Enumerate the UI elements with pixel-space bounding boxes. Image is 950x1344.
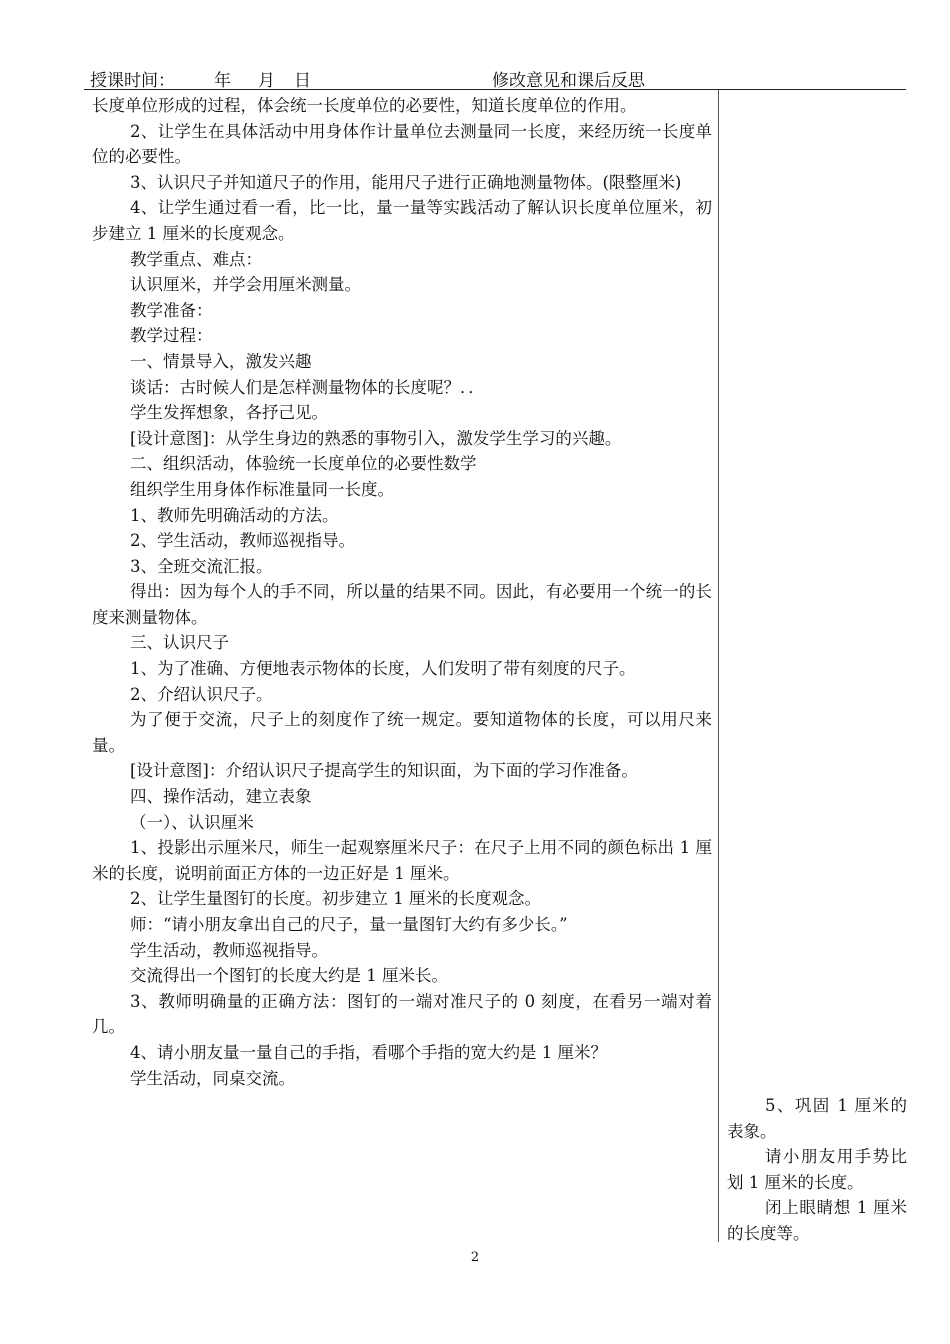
teaching-time-label: 授课时间： xyxy=(90,71,175,91)
body-paragraph: 2、学生活动，教师巡视指导。 xyxy=(130,531,355,551)
body-paragraph: 4、让学生通过看一看，比一比，量一量等实践活动了解认识长度单位厘米，初步建立 1 厘米的长度观念。 xyxy=(92,198,712,243)
body-paragraph: （一）、认识厘米 xyxy=(130,812,254,832)
body-paragraph: 为了便于交流，尺子上的刻度作了统一规定。要知道物体的长度，可以用尺来量。 xyxy=(92,710,712,755)
body-paragraph: 教学准备： xyxy=(130,300,213,320)
body-paragraph: 3、认识尺子并知道尺子的作用，能用尺子进行正确地测量物体。(限整厘米) xyxy=(130,172,682,192)
side-note-paragraph: 5、巩固 1 厘米的表象。 xyxy=(727,1096,907,1141)
page-header xyxy=(90,66,904,90)
body-paragraph: 3、教师明确量的正确方法：图钉的一端对准尺子的 0 刻度，在看另一端对着几。 xyxy=(92,991,712,1037)
body-paragraph: 教学重点、难点： xyxy=(130,249,262,269)
body-paragraph: 组织学生用身体作标准量同一长度。 xyxy=(130,479,394,499)
body-paragraph: 认识厘米，并学会用厘米测量。 xyxy=(130,275,361,295)
body-paragraph: 1、为了准确、方便地表示物体的长度，人们发明了带有刻度的尺子。 xyxy=(130,659,636,679)
body-paragraph: 1、投影出示厘米尺，师生一起观察厘米尺子：在尺子上用不同的颜色标出 1 厘米的长度，说明前面正方体的一边正好是 1 厘米。 xyxy=(92,838,712,883)
body-paragraph: 二、组织活动，体验统一长度单位的必要性数学 xyxy=(130,454,477,474)
revision-notes-label: 修改意见和课后反思 xyxy=(492,71,645,91)
body-paragraph: 一、情景导入，激发兴趣 xyxy=(130,351,312,371)
body-paragraph: 2、让学生量图钉的长度。初步建立 1 厘米的长度观念。 xyxy=(130,889,541,909)
year-label: 年 xyxy=(214,71,231,91)
body-paragraph: 学生活动，教师巡视指导。 xyxy=(130,940,328,960)
revision-notes-column xyxy=(727,1093,907,1247)
body-paragraph: 四、操作活动，建立表象 xyxy=(130,787,312,807)
body-paragraph: 2、介绍认识尺子。 xyxy=(130,684,273,704)
side-note-paragraph: 请小朋友用手势比划 1 厘米的长度。 xyxy=(727,1147,907,1192)
body-paragraph: 学生活动，同桌交流。 xyxy=(130,1068,295,1088)
side-note-paragraph: 闭上眼睛想 1 厘米的长度等。 xyxy=(727,1198,907,1243)
column-divider xyxy=(718,90,719,1242)
body-paragraph: 1、教师先明确活动的方法。 xyxy=(130,505,339,525)
day-label: 日 xyxy=(294,71,311,91)
body-paragraph: [设计意图]：介绍认识尺子提高学生的知识面，为下面的学习作准备。 xyxy=(130,761,638,781)
body-paragraph: 长度单位形成的过程，体会统一长度单位的必要性，知道长度单位的作用。 xyxy=(92,96,637,115)
body-paragraph: 交流得出一个图钉的长度大约是 1 厘米长。 xyxy=(130,966,448,986)
month-label: 月 xyxy=(258,71,275,91)
lesson-plan-body xyxy=(92,93,712,1091)
body-paragraph: 3、全班交流汇报。 xyxy=(130,556,273,576)
body-paragraph: 教学过程： xyxy=(130,326,213,346)
body-paragraph: [设计意图]：从学生身边的熟悉的事物引入，激发学生学习的兴趣。 xyxy=(130,428,622,448)
header-rule xyxy=(84,89,906,90)
body-paragraph: 三、认识尺子 xyxy=(130,633,229,653)
body-paragraph: 学生发挥想象，各抒己见。 xyxy=(130,403,328,423)
page-number: 2 xyxy=(470,1250,480,1265)
body-paragraph: 4、请小朋友量一量自己的手指，看哪个手指的宽大约是 1 厘米？ xyxy=(130,1042,607,1062)
body-paragraph: 谈话：古时候人们是怎样测量物体的长度呢？．． xyxy=(130,377,485,397)
body-paragraph: 师：“请小朋友拿出自己的尺子，量一量图钉大约有多少长。” xyxy=(130,915,568,934)
body-paragraph: 得出：因为每个人的手不同，所以量的结果不同。因此，有必要用一个统一的长度来测量物体。 xyxy=(92,582,712,627)
body-paragraph: 2、让学生在具体活动中用身体作计量单位去测量同一长度，来经历统一长度单位的必要性。 xyxy=(92,121,712,167)
